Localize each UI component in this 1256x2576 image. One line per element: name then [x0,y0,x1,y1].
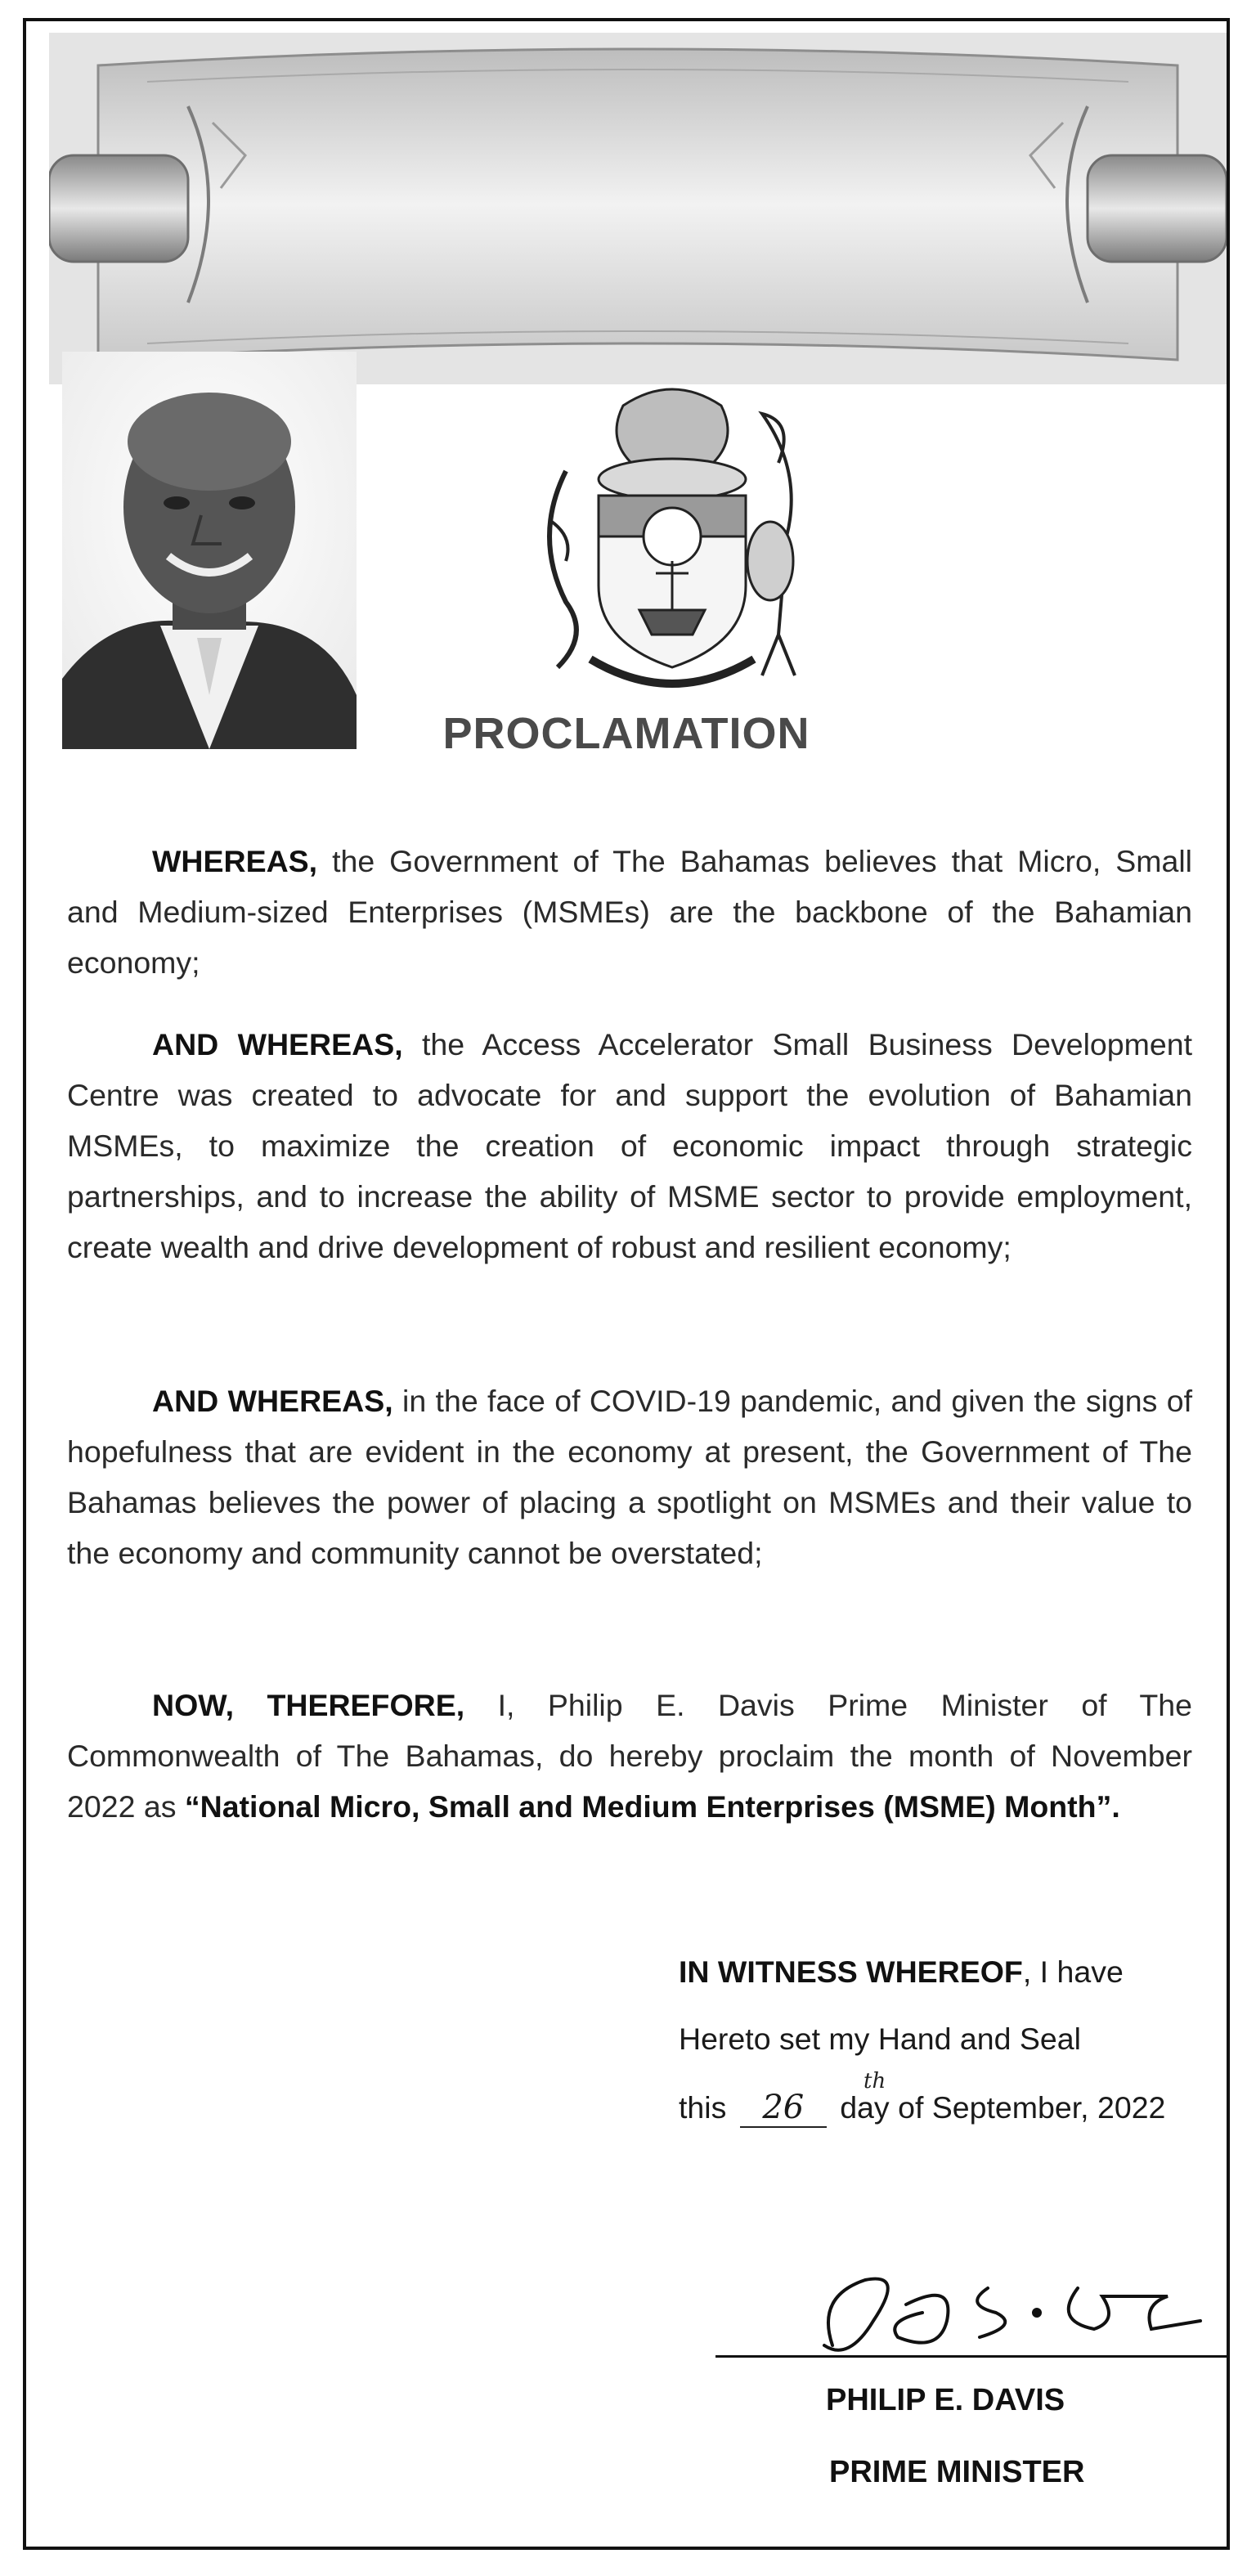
paragraph-lead: AND WHEREAS, [152,1026,403,1061]
paragraph-whereas-3 [67,1376,1192,1578]
witness-line3-prefix: this [679,2090,727,2125]
paragraph-text: the Access Accelerator Small Business Development Centre was created to advocate for and support the evolution of Bahamian MSMEs, to maximize the creation of economic impact through strategic partnerships, and to increase the ability of MSME sector to provide employment, create wealth and drive development of robust and resilient economy; [67,1026,1192,1264]
paragraph-lead: NOW, THEREFORE, [152,1687,465,1722]
proclamation-emphasis: “National Micro, Small and Medium Enterprises (MSME) Month”. [184,1788,1120,1824]
witness-line-1 [679,1954,1124,1990]
paragraph-text: I, Philip E. Davis Prime Minister of The Commonwealth of The Bahamas, do hereby proclaim the month of November 2022 as [67,1687,1192,1824]
signature-line [715,2355,1229,2358]
portrait-photo [62,352,357,749]
witness-line1-rest: , I have [1022,1954,1124,1989]
witness-line3-rest: day of September, 2022 [840,2090,1166,2125]
paragraph-text: in the face of COVID-19 pandemic, and given the signs of hopefulness that are evident in the economy at present, the Government of The Bahamas believes the power of placing a spotlight on MSMEs and their value to the economy and community cannot be overstated; [67,1383,1193,1570]
coat-of-arms-emblem [517,373,828,700]
witness-line-2: Hereto set my Hand and Seal [679,2022,1081,2056]
page-title: PROCLAMATION [442,709,810,758]
signatory-name: PHILIP E. DAVIS [826,2383,1065,2417]
paragraph-whereas-1 [67,836,1192,988]
scroll-banner [49,33,1227,384]
handwritten-day-suffix: th [864,2069,886,2094]
signatory-title: PRIME MINISTER [829,2455,1085,2489]
paragraph-whereas-2 [67,1019,1192,1272]
paragraph-text: the Government of The Bahamas believes that Micro, Small and Medium-sized Enterprises (MSMEs) are the backbone of the Bahamian economy; [67,843,1192,980]
witness-lead: IN WITNESS WHEREOF [679,1954,1023,1989]
signature-image [710,2247,1230,2370]
witness-line-3 [679,2089,1165,2126]
handwritten-day: 26 [735,2089,832,2126]
paragraph-therefore [67,1680,1192,1832]
paragraph-lead: WHEREAS, [152,843,318,878]
paragraph-lead: AND WHEREAS, [152,1383,393,1418]
proclamation-document [23,18,1230,2550]
